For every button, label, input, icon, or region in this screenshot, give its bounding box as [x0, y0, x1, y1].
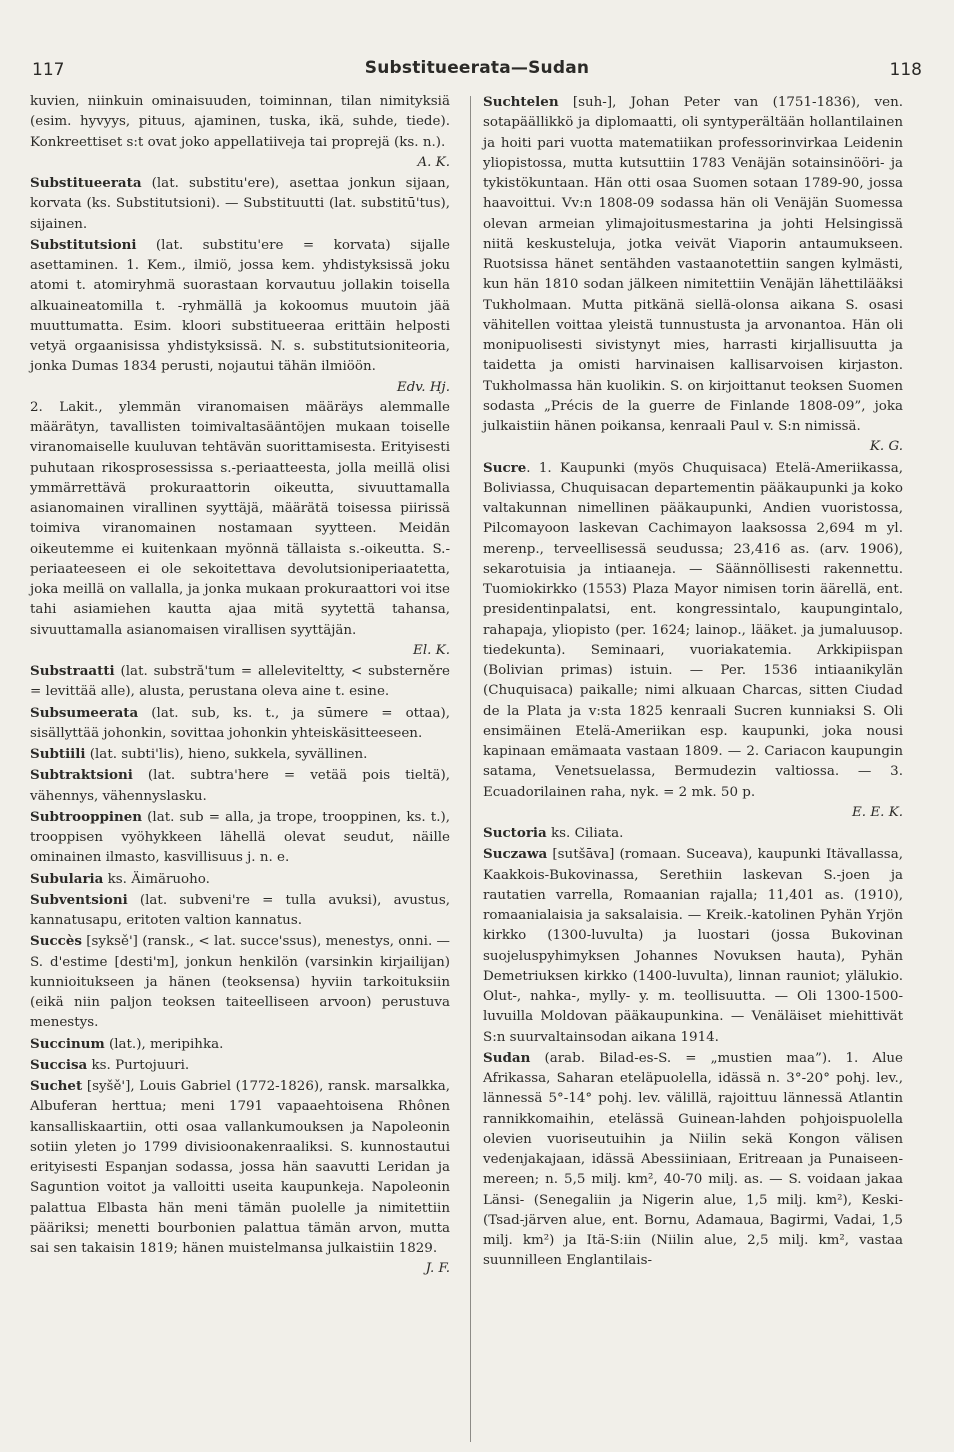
- article-entry: Sudan (arab. Bilad-es-S. = „mustien maa”). 1. Alue Afrikassa, Saharan eteläpuolella, idässä n. 3°-20° pohj. lev., lännessä 5°-14° pohj. lev. välillä, rajoittuu lännessä Atlantin rannikkomaihin, etelässä Guinean-lahden pohjoispuolella olevien vuoriseutuihin ja Niilin sekä Kongon välisen vedenjakajaan, idässä Abessiiniaan, Eritreaan ja Punaiseen-mereen; n. 5,5 milj. km², 40-70 milj. as. — S. voidaan jakaa Länsi- (Senegaliin ja Nigerin alue, 1,5 milj. km²), Keski- (Tsad-järven alue, ent. Bornu, Adamaua, Bagirmi, Vadai, 1,5 milj. km²) ja Itä-S:iin (Niilin alue, 2,5 milj. km², vastaa suunnilleen Englantilais-: [483, 1049, 903, 1269]
- entry-headword: Substitutsioni: [30, 236, 137, 253]
- left-column: [30, 92, 450, 1280]
- article-entry: Succisa ks. Purtojuuri.: [30, 1056, 190, 1073]
- entry-headword: Suchet: [30, 1078, 83, 1094]
- entry-headword: Subtrooppinen: [30, 808, 143, 825]
- article-entry: Succès [syksě'] (ransk., < lat. succe'ssus), menestys, onni. — S. d'estime [desti'm], jonkun henkilön (varsinkin kirjailijan) kunnioitukseen ja hänen (teoksensa) hyviin tarkoituksiin (eikä niin paljon teoksen taiteelliseen arvoon) perustuva menestys.: [30, 933, 450, 1031]
- running-title: Substitueerata—Sudan: [364, 58, 590, 78]
- entry-headword: Subularia: [30, 870, 104, 887]
- article-entry: Succinum (lat.), meripihka.: [30, 1035, 224, 1052]
- entry-headword: Succisa: [30, 1056, 88, 1073]
- article-entry: 2. Lakit., ylemmän viranomaisen määräys alemmalle määrätyn, tavallisten toimivaltasääntöjen mukaan toiselle viranomaiselle kuuluvan tehtävän suorittamisesta. Erityisesti puhutaan rikosprosessissa s.-periaatteesta, jolla meillä olisi ymmärrettävä prokuraattorin oikeutta, sivuuttamalla asianomainen virallinen syyttäjä, määrätä toisessa piirissä toimiva viranomainen nostamaan syytteen. Meidän oikeutemme ei kuitenkaan myönnä tällaista s.-oikeutta. S.-periaateeseen ei ole sekoitettava devolutsioniperiaatetta, joka meillä on vallalla, ja jonka mukaan prokuraattori voi itse tahi asiamiehen kautta ajaa mitä syytettä tahansa, sivuuttamalla asianomaisen virallisen syyttäjän. El. K.: [30, 399, 450, 658]
- article-entry: Suchet [syšě'], Louis Gabriel (1772-1826), ransk. marsalkka, Albuferan herttua; meni 1791 vapaaehtoisena Rhônen kansalliskaartiin, otti osaa vallankumouksen ja Napoleonin sotiin yleten jo 1799 divisioonakenraaliksi. S. kunnostautui erityisesti Espanjan sodassa, jossa hän saavutti Leridan ja Saguntion voitot ja valloitti useita kaupunkeja. Napoleonin palattua Elbasta hän meni tämän puolelle ja nimitettiin pääriksi; menetti bourbonien palattua tämän arvon, mutta sai sen takaisin 1819; hänen muistelmansa julkaistiin 1829. J. F.: [30, 1078, 450, 1277]
- entry-headword: Succinum: [30, 1035, 105, 1052]
- right-page-number: 118: [889, 60, 922, 80]
- entry-headword: Substitueerata: [30, 175, 142, 191]
- entry-headword: Succès: [30, 933, 82, 950]
- entry-headword: Sudan: [483, 1049, 531, 1066]
- entry-headword: Subtraktsioni: [30, 767, 133, 784]
- article-entry: Substraatti (lat. substră'tum = alleleviteltty, < substerněre = levittää alle), alusta, perustana oleva aine t. esine.: [30, 663, 450, 700]
- entry-headword: Suctoria: [483, 825, 547, 841]
- entry-headword: Subventsioni: [30, 891, 128, 908]
- article-entry: Suchtelen [suh-], Johan Peter van (1751-1836), ven. sotapäällikkö ja diplomaatti, oli syntyperältään hollantilainen ja hoiti pari vuotta matematiikan professorinvirkaa Leidenin yliopistossa, mutta kutsuttiin 1783 Venäjän sotainsinööri- ja tykistökuntaan. Hän otti osaa Suomen sotaan 1789-90, jossa haavoittui. Vv:n 1808-09 sodassa hän oli Venäjän Suomessa olevan armeian ylimajoitusmestarina ja johti Helsingissä niitä keskusteluja, jotka veivät Viaporin antaumukseen. Ruotsissa hänet sentähden vastaanotettiin sangen kylmästi, kun hän 1810 sodan jälkeen nimitettiin Venäjän lähettilääksi Tukholmaan. Mutta pitkänä siellä-olonsa aikana S. osasi vähitellen voittaa yleistä tunnustusta ja arvonantoa. Hän oli monipuolisesti sivistynyt mies, harrasti kirjallisuutta ja taidetta ja omisti harvinaisen kallisarvoisen kirjaston. Tukholmassa hän kuolikin. S. on kirjoittanut teoksen Suomen sodasta „Précis de la guerre de Finlande 1808-09”, joka julkaistiin hänen poikansa, kenraali Paul v. S:n nimissä. K. G.: [483, 94, 903, 455]
- article-entry: Subsumeerata (lat. sub, ks. t., ja sūmere = ottaa), sisällyttää johonkin, sovittaa johonkin yhteiskäsitteeseen.: [30, 704, 450, 741]
- entry-headword: Subtiili: [30, 746, 86, 762]
- article-entry: Subventsioni (lat. subveni're = tulla avuksi), avustus, kannatusapu, eritoten valtion kannatus.: [30, 891, 450, 928]
- article-entry: Suctoria ks. Ciliata.: [483, 825, 624, 841]
- right-column: [483, 92, 903, 1272]
- entry-headword: Suchtelen: [483, 94, 559, 110]
- article-entry: Suczawa [sutšāva] (romaan. Suceava), kaupunki Itävallassa, Kaakkois-Bukovinassa, Serethiin laskevan S.-joen ja rautatien varrella, Romaanian rajalla; 11,401 as. (1910), romaanialaisia ja saksalaisia. — Kreik.-katolinen Pyhän Yrjön kirkko (1300-luvulta) ja luostari (jossa Bukovinan suojeluspyhimyksen Johannes Novuksen hauta), Pyhän Demetriuksen kirkko (1400-luvulta), linnan rauniot; ylälukio. Olut-, nahka-, mylly- y. m. teollisuutta. — Oli 1300-1500-luvuilla Moldovan pääkaupunkina. — Venäläiset miehittivät S:n suurvaltainsodan aikana 1914.: [483, 846, 903, 1045]
- article-entry: Sucre. 1. Kaupunki (myös Chuquisaca) Etelä-Ameriikassa, Boliviassa, Chuquisacan departementin pääkaupunki ja koko valtakunnan nimellinen pääkaupunki, Andien vuoristossa, Pilcomayoon laskevan Cachimayon laaksossa 2,694 m yl. merenp., terveellisessä seudussa; 23,416 as. (arv. 1906), sekarotuisia ja intiaaneja. — Säännöllisesti rakennettu. Tuomiokirkko (1553) Plaza Mayor nimisen torin äärellä, ent. presidentinpalatsi, ent. kongressintalo, kaupungintalo, rahapaja, yliopisto (per. 1624; lainop., lääket. ja jumaluusop. tiedekunta). Seminaari, vuoriakatemia. Arkkipiispan (Bolivian primas) istuin. — Per. 1536 intiaanikylän (Chuquisaca) paikalle; nimi alkuaan Charcas, sitten Ciudad de la Plata ja v:sta 1825 kenraali Sucren kunniaksi S. Oli ensimäinen Etelä-Ameriikan esp. kaupunki, joka nousi kapinaan emämaata vastaan 1809. — 2. Cariacon kaupungin satama, Venetsuelassa, Bermudezin valtiossa. — 3. Ecuadorilainen raha, nyk. = 2 mk. 50 p. E. E. K.: [483, 459, 903, 820]
- article-entry: kuvien, niinkuin ominaisuuden, toiminnan, tilan nimityksiä (esim. hyvyys, pituus, ajaminen, tuska, ikä, suhde, tiede). Konkreettiset s:t ovat joko appellatiiveja tai proprejä (ks. n.). A. K.: [30, 94, 450, 170]
- article-entry: Substitutsioni (lat. substitu'ere = korvata) sijalle asettaminen. 1. Kem., ilmiö, jossa kem. yhdistyksissä joku atomi t. atomiryhmä suorastaan korvautuu jollakin toisella alkuaineatomilla t. -ryhmällä ja kokoomus muutoin jää muuttumatta. Esim. kloori substitueeraa erittäin helposti vetyä orgaanisissa yhdistyksissä. N. s. substitutsioniteoria, jonka Dumas 1834 perusti, nojautui tähän ilmiöön. Edv. Hj.: [30, 236, 450, 395]
- entry-headword: Substraatti: [30, 663, 115, 679]
- entry-headword: Sucre: [483, 459, 527, 476]
- article-entry: Subtiili (lat. subti'lis), hieno, sukkela, syvällinen.: [30, 746, 368, 762]
- left-page-number: 117: [32, 60, 65, 80]
- article-entry: Subtrooppinen (lat. sub = alla, ja trope, trooppinen, ks. t.), trooppisen vyöhykkeen lähellä olevat seudut, näille ominainen ilmasto, kasvillisuus j. n. e.: [30, 808, 450, 866]
- article-entry: Subtraktsioni (lat. subtra'here = vetää pois tieltä), vähennys, vähennyslasku.: [30, 767, 450, 804]
- column-divider: [470, 96, 471, 1442]
- entry-headword: Subsumeerata: [30, 704, 139, 721]
- article-entry: Substitueerata (lat. substitu'ere), asettaa jonkun sijaan, korvata (ks. Substitutsioni). — Substituutti (lat. substitū'tus), sijainen.: [30, 175, 450, 232]
- article-entry: Subularia ks. Äimäruoho.: [30, 870, 210, 887]
- page-header: [32, 58, 922, 88]
- entry-headword: Suczawa: [483, 846, 548, 863]
